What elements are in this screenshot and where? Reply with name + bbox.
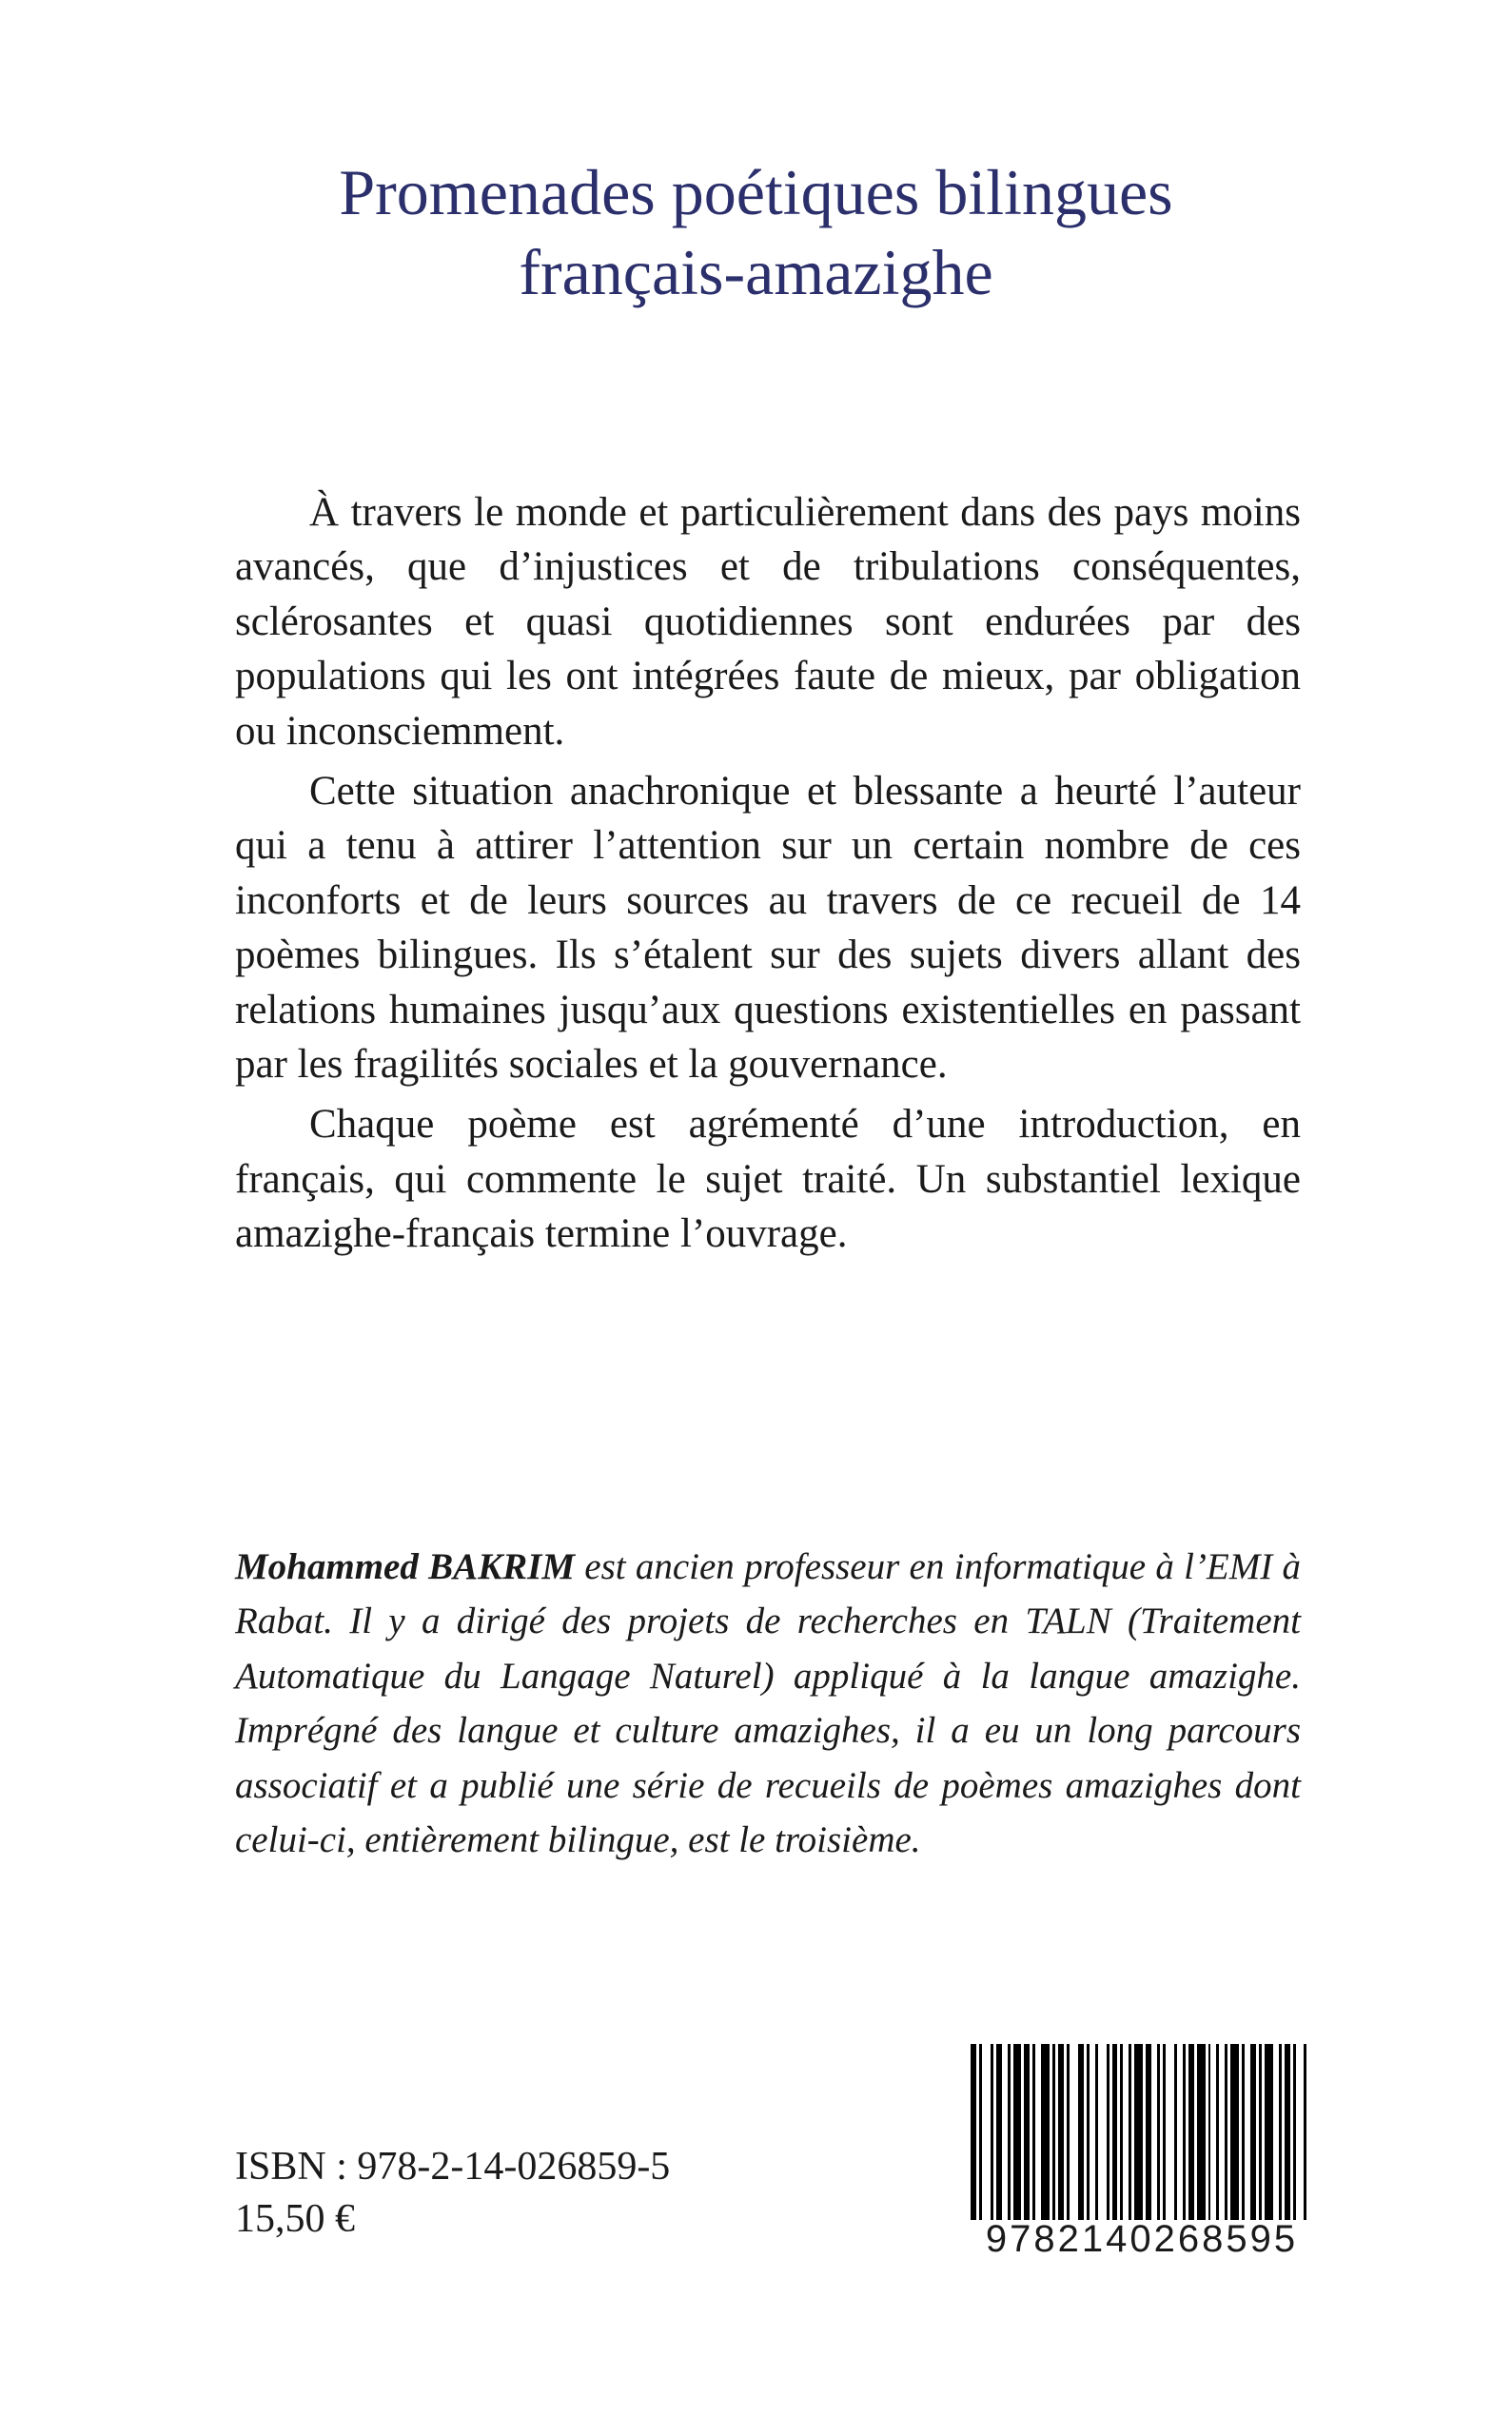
barcode-bar [1265,2044,1273,2220]
blurb-paragraph-1: À travers le monde et particulièrement dans des pays moins avancés, que d’injustices et de tribulations conséquentes, sclérosantes et quasi quotidiennes sont endurées par des populations qui les ont intégrées faute de mieux, par obligation ou inconsciemment. [235,490,1301,754]
barcode-bar [1306,2044,1312,2220]
book-title-line-2: français-amazighe [519,236,993,308]
barcode-bar [1296,2044,1305,2220]
book-title [0,152,1512,312]
barcode-bar [1041,2044,1050,2220]
barcode-bar [1197,2044,1206,2220]
book-title-line-1: Promenades poétiques bilingues [339,156,1173,228]
barcode [971,2044,1313,2259]
barcode-bar [1166,2044,1174,2220]
isbn-price-block [235,2141,670,2246]
price: 15,50 € [235,2197,355,2241]
author-biography [235,1540,1301,1867]
barcode-bar [1098,2044,1107,2220]
author-bio-text: est ancien professeur en informatique à l’EMI à Rabat. Il y a dirigé des projets de recherches en TALN (Traitement Automatique du Langage Naturel) appliqué à la langue amazighe. Imprégné des langue et culture amazighes, il a eu un long parcours associatif et a publié une série de recueils de poèmes amazighes dont celui-ci, entièrement bilingue, est le troisième. [235,1546,1301,1861]
barcode-bar [982,2044,991,2220]
blurb-paragraph-2: Cette situation anachronique et blessante a heurté l’auteur qui a tenu à attirer l’attention sur un certain nombre de ces inconforts et de leurs sources au travers de ce recueil de 14 poèmes bilingues. Ils s’étalent sur des sujets divers allant des relations humaines jusqu’aux questions existentielles en passant par les fragilités sociales et la gouvernance. [235,769,1301,1088]
blurb-paragraph-3: Chaque poème est agrémenté d’une introduction, en français, qui commente le sujet traité. Un substantiel lexique amazighe-français termine l’ouvrage. [235,1102,1301,1257]
back-cover-blurb [235,485,1301,1267]
barcode-bar [1134,2044,1143,2220]
isbn: ISBN : 978-2-14-026859-5 [235,2145,671,2189]
barcode-bars [971,2044,1313,2220]
barcode-bar [1070,2044,1078,2220]
author-name: Mohammed BAKRIM [235,1546,576,1587]
barcode-bar [1230,2044,1239,2220]
barcode-bar [1013,2044,1022,2220]
barcode-digits: 9782140268595 [985,2218,1299,2260]
